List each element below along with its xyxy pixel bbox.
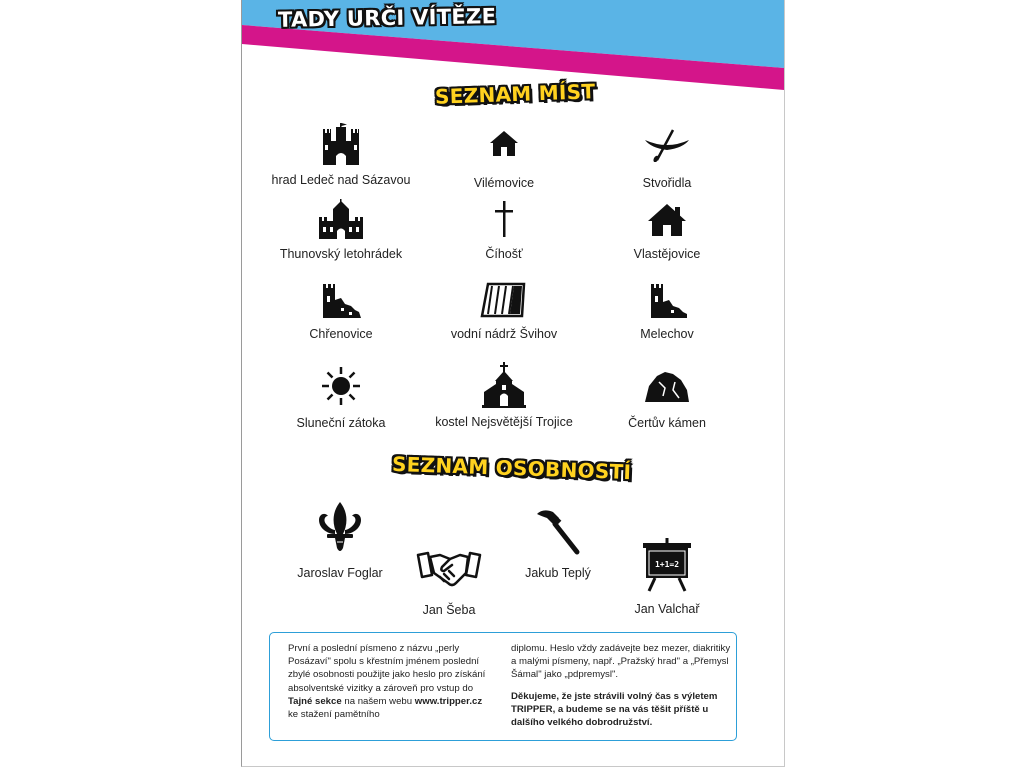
place-item-cihost bbox=[419, 199, 589, 261]
cross-icon bbox=[492, 199, 516, 239]
place-item-stvoridla bbox=[582, 128, 752, 190]
canoe-icon bbox=[643, 128, 691, 162]
house-icon bbox=[647, 202, 687, 238]
small-house-icon bbox=[489, 128, 519, 158]
tower-ruin-icon bbox=[645, 282, 689, 318]
sun-icon bbox=[320, 365, 362, 407]
thank-you-text: Děkujeme, že jste strávili volný čas s výletem TRIPPER, a budeme se na vás těšit příště u dalšího velkého dobrodružství. bbox=[511, 690, 718, 729]
place-item-slunecni-zatoka bbox=[256, 365, 426, 430]
fleur-de-lis-icon bbox=[313, 500, 367, 556]
board-equation: 1+1=2 bbox=[654, 560, 680, 569]
info-column-left bbox=[288, 642, 494, 721]
place-label: vodní nádrž Švihov bbox=[450, 327, 558, 341]
place-item-vlastejovice bbox=[582, 202, 752, 261]
place-label: Číhošť bbox=[485, 247, 523, 261]
place-label: hrad Ledeč nad Sázavou bbox=[271, 173, 411, 187]
document-page bbox=[241, 0, 785, 767]
hammer-icon bbox=[533, 506, 583, 556]
person-label: Jan Šeba bbox=[422, 603, 476, 617]
people-section-title: SEZNAM OSOBNOSTÍ bbox=[391, 451, 632, 485]
place-label: Chřenovice bbox=[309, 327, 373, 341]
place-label: Sluneční zátoka bbox=[296, 416, 386, 430]
place-item-thunovsky bbox=[256, 199, 426, 261]
place-item-ledec bbox=[256, 123, 426, 187]
place-label: Vlastějovice bbox=[633, 247, 701, 261]
blackboard-icon bbox=[641, 538, 693, 592]
person-label: Jaroslav Foglar bbox=[297, 566, 383, 580]
info-text: ke stažení pamětního bbox=[288, 709, 380, 721]
place-item-chrenovice bbox=[256, 282, 426, 341]
place-item-kostel bbox=[419, 362, 589, 429]
place-label: Melechov bbox=[640, 327, 694, 341]
person-label: Jan Valchař bbox=[634, 602, 700, 616]
person-label: Jakub Teplý bbox=[525, 566, 591, 580]
place-label: Vilémovice bbox=[473, 176, 535, 190]
place-item-vilemovice bbox=[419, 128, 589, 190]
rock-icon bbox=[643, 368, 691, 404]
place-item-certuv-kamen bbox=[582, 368, 752, 430]
castle-ruin-icon bbox=[319, 282, 363, 318]
info-text: diplomu. Heslo vždy zadávejte bez mezer, diakritiky a malými písmeny, např. „Pražský hrad" a „Přemysl Šámal" jako „pdpremysl". bbox=[511, 643, 731, 681]
secret-section-label: Tajné sekce bbox=[288, 695, 342, 707]
place-item-svihov bbox=[419, 282, 589, 341]
info-box bbox=[269, 632, 737, 741]
person-item-valchar bbox=[582, 538, 752, 616]
places-section-title: SEZNAM MÍST bbox=[434, 79, 596, 109]
place-label: kostel Nejsvětější Trojice bbox=[435, 415, 573, 429]
info-text: na našem webu bbox=[341, 695, 415, 707]
place-label: Stvořidla bbox=[642, 176, 692, 190]
place-item-melechov bbox=[582, 282, 752, 341]
website-link[interactable]: www.tripper.cz bbox=[414, 695, 483, 707]
place-label: Čertův kámen bbox=[628, 416, 706, 430]
dam-icon bbox=[480, 282, 528, 318]
chateau-icon bbox=[317, 199, 365, 239]
castle-icon bbox=[319, 123, 363, 167]
info-text: První a poslední písmeno z názvu „perly Posázaví" spolu s křestním jménem poslední zbylé osobnosti použijte jako heslo pro získání absolventské vizitky a zároveň pro vstup do bbox=[288, 643, 486, 694]
place-label: Thunovský letohrádek bbox=[279, 247, 403, 261]
info-column-right bbox=[511, 642, 733, 729]
header-title: TADY URČI VÍTĚZE bbox=[277, 4, 497, 32]
church-icon bbox=[482, 362, 526, 408]
